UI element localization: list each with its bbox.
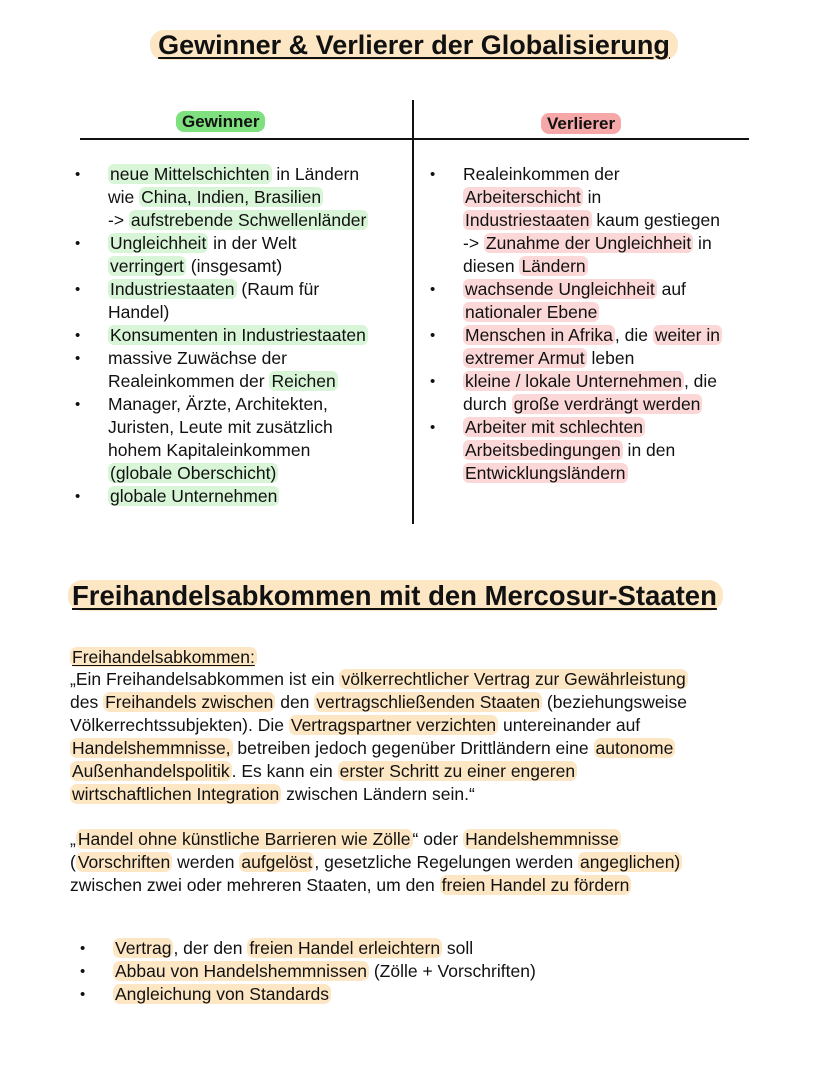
column-heading-gewinner	[176, 112, 265, 132]
list-item	[75, 485, 415, 508]
highlighted-text: Arbeitsbedingungen	[465, 440, 621, 460]
highlighted-text: Handelshemmnisse,	[72, 738, 231, 758]
highlighted-text: freien Handel erleichtern	[249, 938, 441, 958]
text-segment: (beziehungsweise	[542, 692, 687, 712]
highlighted-text: große verdrängt werden	[513, 394, 701, 414]
highlighted-text: (globale Oberschicht)	[110, 463, 277, 483]
text-segment: in den	[622, 440, 676, 460]
highlighted-text: Handelshemmnisse	[465, 829, 619, 849]
list-item	[75, 163, 415, 232]
text-segment: in Ländern	[271, 164, 360, 184]
highlighted-text: autonome	[595, 738, 674, 758]
list-item	[75, 347, 415, 393]
text-segment: des	[70, 692, 104, 712]
highlighted-text: Entwicklungsländern	[465, 463, 626, 483]
highlighted-text: Industriestaaten	[465, 210, 590, 230]
highlighted-text: Handel ohne künstliche Barrieren wie Zölle	[77, 829, 411, 849]
highlighted-text: Industriestaaten	[110, 279, 235, 299]
list-item	[430, 370, 760, 416]
definition-label-text: Freihandelsabkommen:	[72, 647, 255, 667]
list-item	[80, 983, 780, 1006]
text-segment: Völkerrechtssubjekten). Die	[70, 715, 289, 735]
text-segment: in	[693, 233, 712, 253]
highlighted-text: Angleichung von Standards	[115, 984, 330, 1004]
list-item	[430, 278, 760, 324]
highlighted-text: Arbeiterschicht	[465, 187, 581, 207]
list-item	[75, 278, 415, 324]
text-segment: Realeinkommen der	[463, 164, 620, 184]
text-segment: durch	[463, 394, 512, 414]
highlighted-text: extremer Armut	[465, 348, 585, 368]
highlighted-text: kleine / lokale Unternehmen	[465, 371, 682, 391]
definition-label	[70, 646, 257, 668]
highlighted-text: Ländern	[521, 256, 586, 276]
highlighted-text: Zunahme der Ungleichheit	[485, 233, 692, 253]
highlighted-text: aufgelöst	[241, 852, 313, 872]
text-segment: (Zölle + Vorschriften)	[368, 961, 536, 981]
text-segment: „Ein Freihandelsabkommen ist ein	[70, 669, 340, 689]
highlighted-text: erster Schritt zu einer engeren	[339, 761, 576, 781]
text-segment: , gesetzliche Regelungen werden	[314, 852, 579, 872]
section-title-text: Freihandelsabkommen mit den Mercosur-Staaten	[68, 580, 723, 611]
gewinner-list	[75, 163, 415, 508]
text-segment: in	[582, 187, 602, 207]
list-item	[80, 960, 780, 983]
highlighted-text: Reichen	[271, 371, 336, 391]
verlierer-list	[430, 163, 760, 485]
list-item	[75, 232, 415, 278]
highlighted-text: Vorschriften	[77, 852, 171, 872]
highlighted-text: nationaler Ebene	[465, 302, 598, 322]
highlighted-text: aufstrebende Schwellenländer	[130, 210, 367, 230]
summary-bullet-list	[80, 937, 780, 1006]
text-segment: ->	[108, 210, 129, 230]
text-segment: soll	[442, 938, 474, 958]
highlighted-text: vertragschließenden Staaten	[316, 692, 541, 712]
text-segment: , die	[683, 371, 718, 391]
list-item	[430, 324, 760, 370]
text-segment: (insgesamt)	[185, 256, 283, 276]
text-segment: betreiben jedoch gegenüber Drittländern eine	[232, 738, 594, 758]
highlighted-text: Außenhandelspolitik	[72, 761, 230, 781]
page-title-text: Gewinner & Verlierer der Globalisierung	[150, 30, 678, 60]
highlighted-text: Freihandels zwischen	[105, 692, 274, 712]
highlighted-text: verringert	[110, 256, 184, 276]
text-segment: (	[70, 852, 76, 872]
highlighted-text: Vertragspartner verzichten	[290, 715, 497, 735]
highlighted-text: Vertrag	[115, 938, 172, 958]
text-segment: auf	[656, 279, 686, 299]
highlighted-text: wachsende Ungleichheit	[465, 279, 655, 299]
page-title	[0, 30, 828, 61]
list-item	[75, 393, 415, 485]
highlighted-text: wirtschaftlichen Integration	[72, 784, 280, 804]
text-segment: zwischen Ländern sein.“	[281, 784, 475, 804]
definition-paragraph	[70, 668, 790, 806]
list-item	[430, 163, 760, 278]
highlighted-text: freien Handel zu fördern	[441, 875, 630, 895]
text-segment: Manager, Ärzte, Architekten,	[108, 394, 328, 414]
text-segment: „	[70, 829, 76, 849]
highlighted-text: Menschen in Afrika	[465, 325, 613, 345]
highlighted-text: Abbau von Handelshemmnissen	[115, 961, 367, 981]
highlighted-text: Ungleichheit	[110, 233, 207, 253]
highlighted-text: angeglichen)	[580, 852, 681, 872]
highlighted-text: globale Unternehmen	[110, 486, 278, 506]
text-segment: , die	[614, 325, 653, 345]
text-segment: Realeinkommen der	[108, 371, 270, 391]
column-heading-gewinner-label: Gewinner	[176, 111, 265, 132]
highlighted-text: Konsumenten in Industriestaaten	[110, 325, 366, 345]
text-segment: Juristen, Leute mit zusätzlich	[108, 417, 333, 437]
text-segment: diesen	[463, 256, 520, 276]
highlighted-text: weiter in	[654, 325, 720, 345]
list-item	[80, 937, 780, 960]
text-segment: , der den	[173, 938, 248, 958]
highlighted-text: Arbeiter mit schlechten	[465, 417, 643, 437]
text-segment: zwischen zwei oder mehreren Staaten, um den	[70, 875, 440, 895]
text-segment: “ oder	[412, 829, 464, 849]
highlighted-text: völkerrechtlicher Vertrag zur Gewährleistung	[341, 669, 686, 689]
text-segment: massive Zuwächse der	[108, 348, 287, 368]
text-segment: . Es kann ein	[231, 761, 338, 781]
text-segment: in der Welt	[208, 233, 297, 253]
text-segment: werden	[172, 852, 240, 872]
list-item	[75, 324, 415, 347]
column-heading-verlierer	[541, 114, 621, 134]
text-segment: den	[275, 692, 315, 712]
section-title	[68, 580, 723, 612]
highlighted-text: China, Indien, Brasilien	[141, 187, 322, 207]
highlighted-text: neue Mittelschichten	[110, 164, 270, 184]
text-segment: (Raum für	[236, 279, 320, 299]
text-segment: Handel)	[108, 302, 170, 322]
text-segment: untereinander auf	[498, 715, 641, 735]
explanation-paragraph	[70, 828, 790, 897]
text-segment: leben	[586, 348, 635, 368]
column-heading-verlierer-label: Verlierer	[541, 113, 621, 134]
list-item	[430, 416, 760, 485]
text-segment: hohem Kapitaleinkommen	[108, 440, 311, 460]
text-segment: wie	[108, 187, 140, 207]
text-segment: kaum gestiegen	[591, 210, 720, 230]
table-header-divider	[80, 138, 749, 140]
text-segment: ->	[463, 233, 484, 253]
